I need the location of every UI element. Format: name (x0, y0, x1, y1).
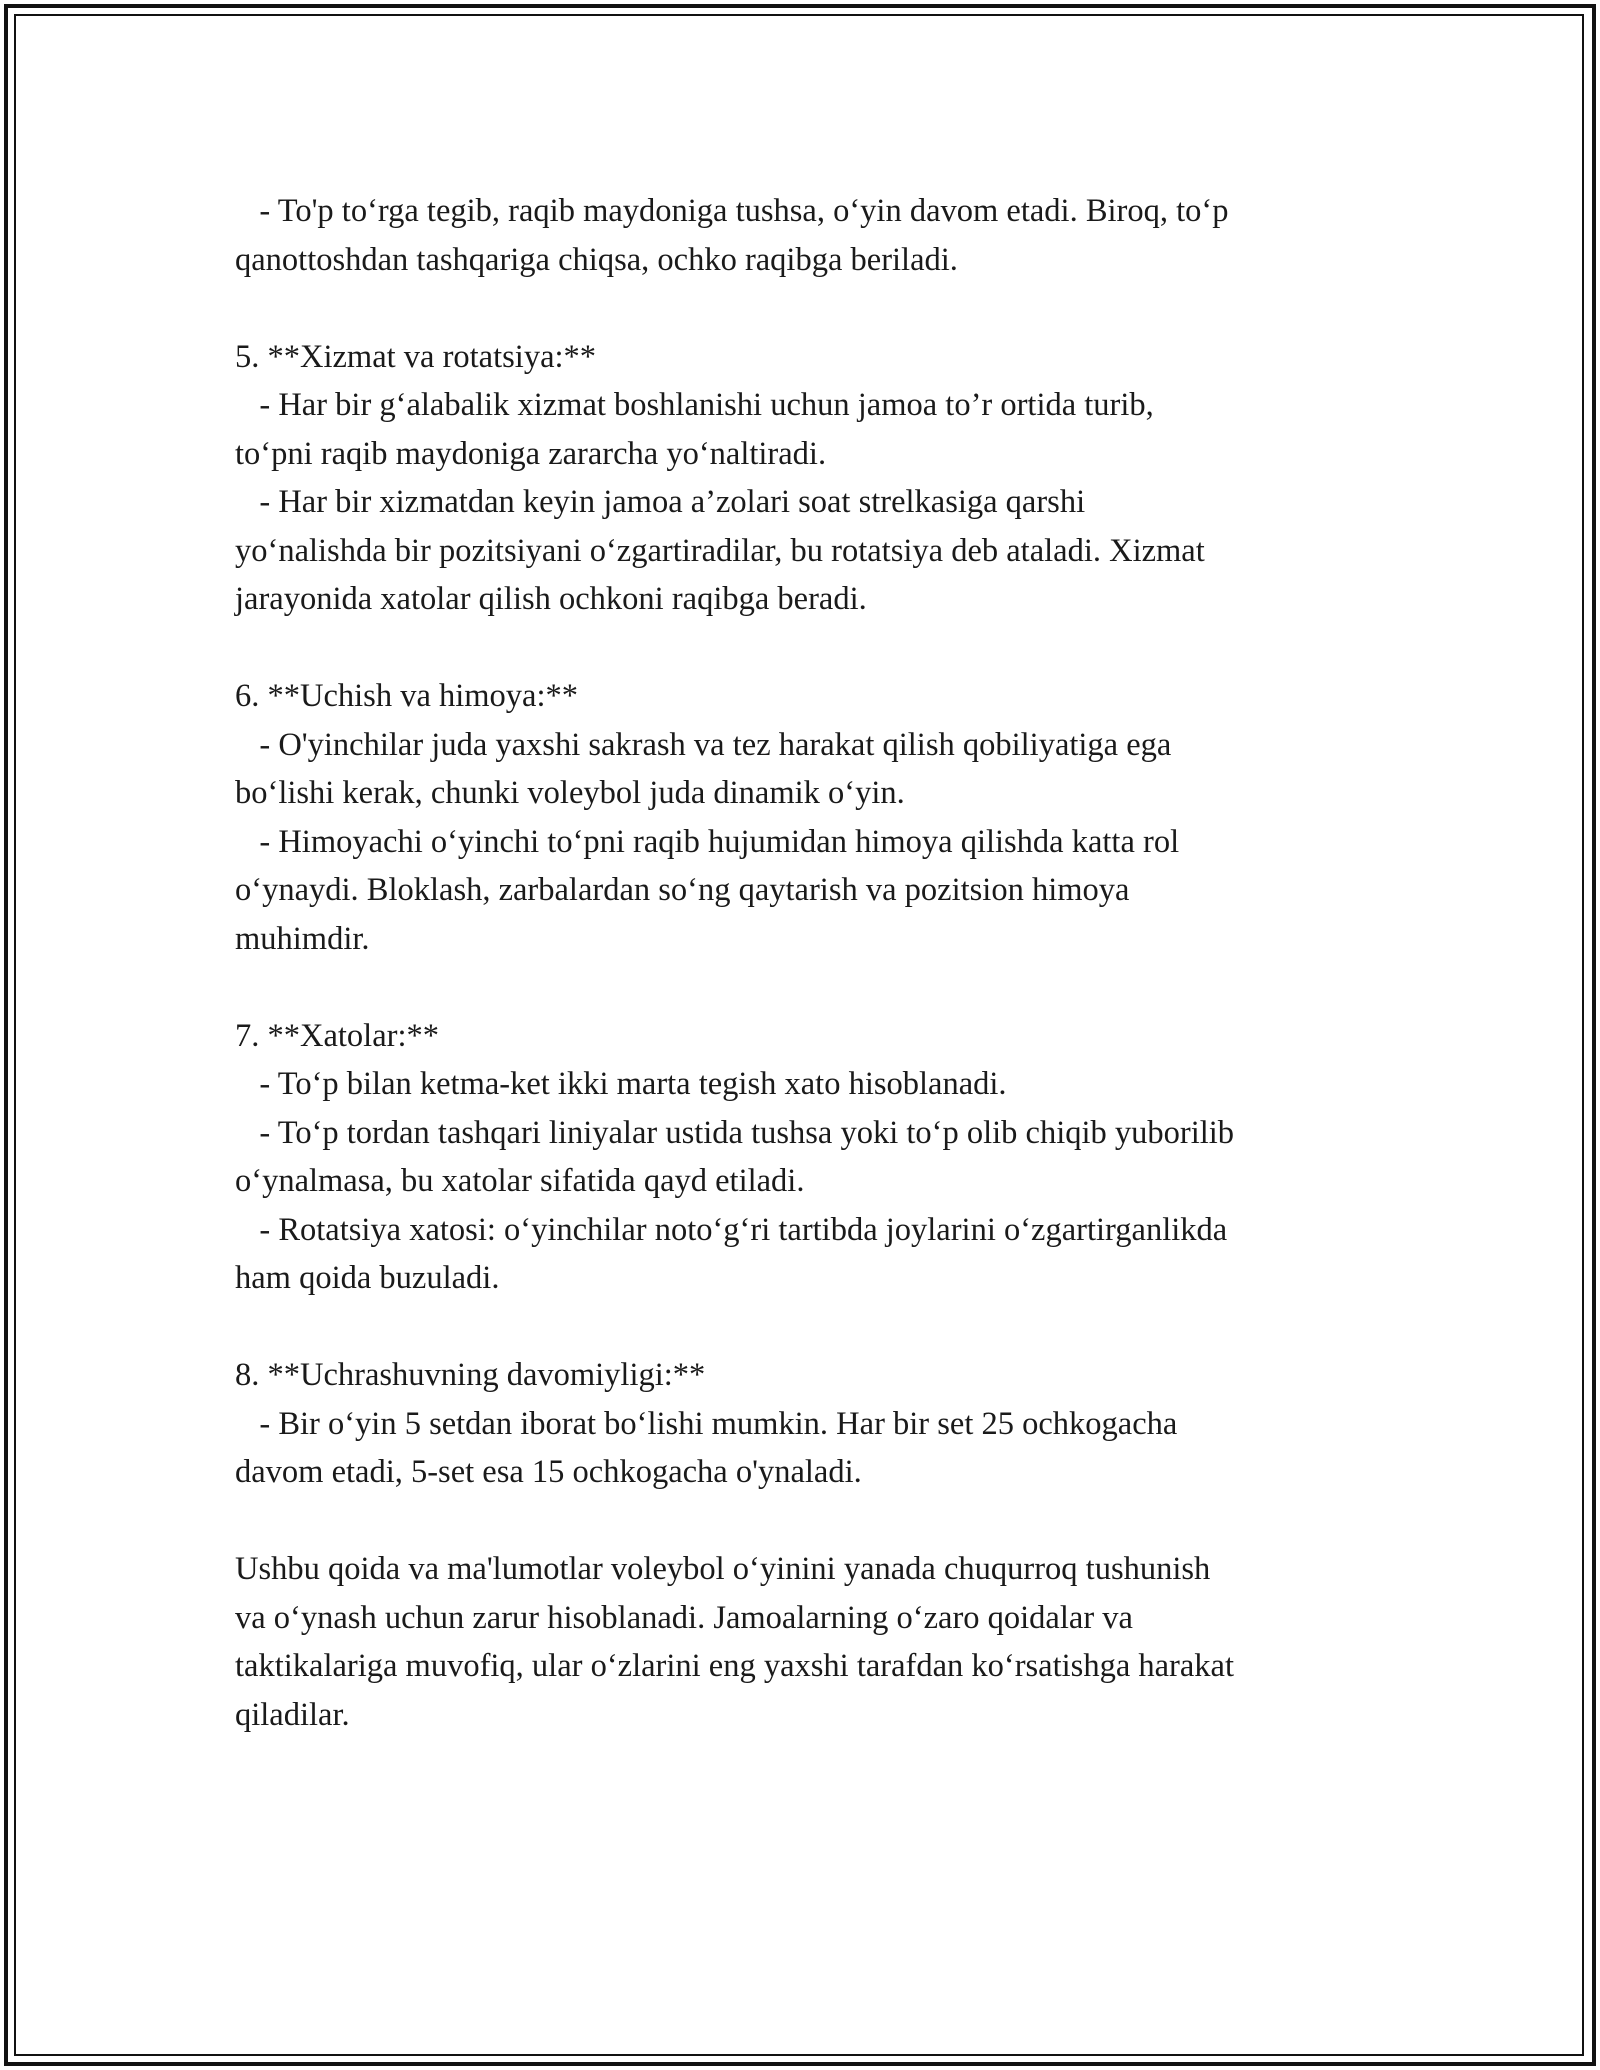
section-davomiylik (235, 1351, 1395, 1497)
section-xizmat (235, 333, 1395, 624)
text-line: muhimdir. (235, 920, 370, 957)
text-line: - Har bir g‘alabalik xizmat boshlanishi uchun jamoa to’r ortida turib, (235, 387, 1154, 423)
text-line: - To'p to‘rga tegib, raqib maydoniga tushsa, o‘yin davom etadi. Biroq, to‘p (235, 193, 1229, 229)
text-line: - To‘p tordan tashqari liniyalar ustida tushsa yoki to‘p olib chiqib yuborilib (235, 1114, 1235, 1151)
text-line: - Bir o‘yin 5 setdan iborat bo‘lishi mumkin. Har bir set 25 ochkogacha (235, 1405, 1178, 1442)
paragraph-gap (235, 1497, 1395, 1546)
text-line: yo‘nalishda bir pozitsiyani o‘zgartiradilar, bu rotatsiya deb ataladi. Xizmat (235, 532, 1205, 569)
paragraph-gap (235, 624, 1395, 673)
text-line: o‘ynalmasa, bu xatolar sifatida qayd etiladi. (235, 1163, 805, 1199)
text-line: qiladilar. (235, 1696, 350, 1733)
section-heading: 6. **Uchish va himoya:** (235, 678, 579, 714)
text-line: - Har bir xizmatdan keyin jamoa a’zolari soat strelkasiga qarshi (235, 484, 1086, 520)
document-body (235, 187, 1395, 1739)
section-uchish (235, 672, 1395, 963)
section-heading: 5. **Xizmat va rotatsiya:** (235, 338, 597, 375)
text-line: qanottoshdan tashqariga chiqsa, ochko raqibga beriladi. (235, 241, 958, 278)
text-line: bo‘lishi kerak, chunki voleybol juda dinamik o‘yin. (235, 775, 905, 811)
text-line: taktikalariga muvofiq, ular o‘zlarini eng yaxshi tarafdan ko‘rsatishga harakat (235, 1648, 1234, 1684)
text-line: o‘ynaydi. Bloklash, zarbalardan so‘ng qaytarish va pozitsion himoya (235, 872, 1130, 908)
text-line: to‘pni raqib maydoniga zararcha yo‘naltiradi. (235, 435, 827, 472)
text-line: - Himoyachi o‘yinchi to‘pni raqib hujumidan himoya qilishda katta rol (235, 823, 1180, 860)
paragraph-gap (235, 284, 1395, 333)
paragraph-gap (235, 963, 1395, 1012)
text-line: ham qoida buzuladi. (235, 1260, 500, 1296)
text-line: - Rotatsiya xatosi: o‘yinchilar noto‘g‘ri tartibda joylarini o‘zgartirganlikda (235, 1211, 1228, 1248)
text-line: davom etadi, 5-set esa 15 ochkogacha o'ynaladi. (235, 1454, 862, 1490)
section-heading: 7. **Xatolar:** (235, 1017, 439, 1054)
text-line: - To‘p bilan ketma-ket ikki marta tegish xato hisoblanadi. (235, 1066, 1007, 1102)
conclusion-paragraph (235, 1545, 1395, 1739)
text-line: Ushbu qoida va ma'lumotlar voleybol o‘yinini yanada chuqurroq tushunish (235, 1551, 1211, 1587)
section-heading: 8. **Uchrashuvning davomiyligi:** (235, 1357, 706, 1393)
text-line: va o‘ynash uchun zarur hisoblanadi. Jamoalarning o‘zaro qoidalar va (235, 1599, 1133, 1636)
section-xatolar (235, 1012, 1395, 1303)
paragraph-continuation (235, 187, 1395, 284)
text-line: - O'yinchilar juda yaxshi sakrash va tez harakat qilish qobiliyatiga ega (235, 726, 1172, 763)
text-line: jarayonida xatolar qilish ochkoni raqibga beradi. (235, 581, 867, 617)
paragraph-gap (235, 1303, 1395, 1352)
